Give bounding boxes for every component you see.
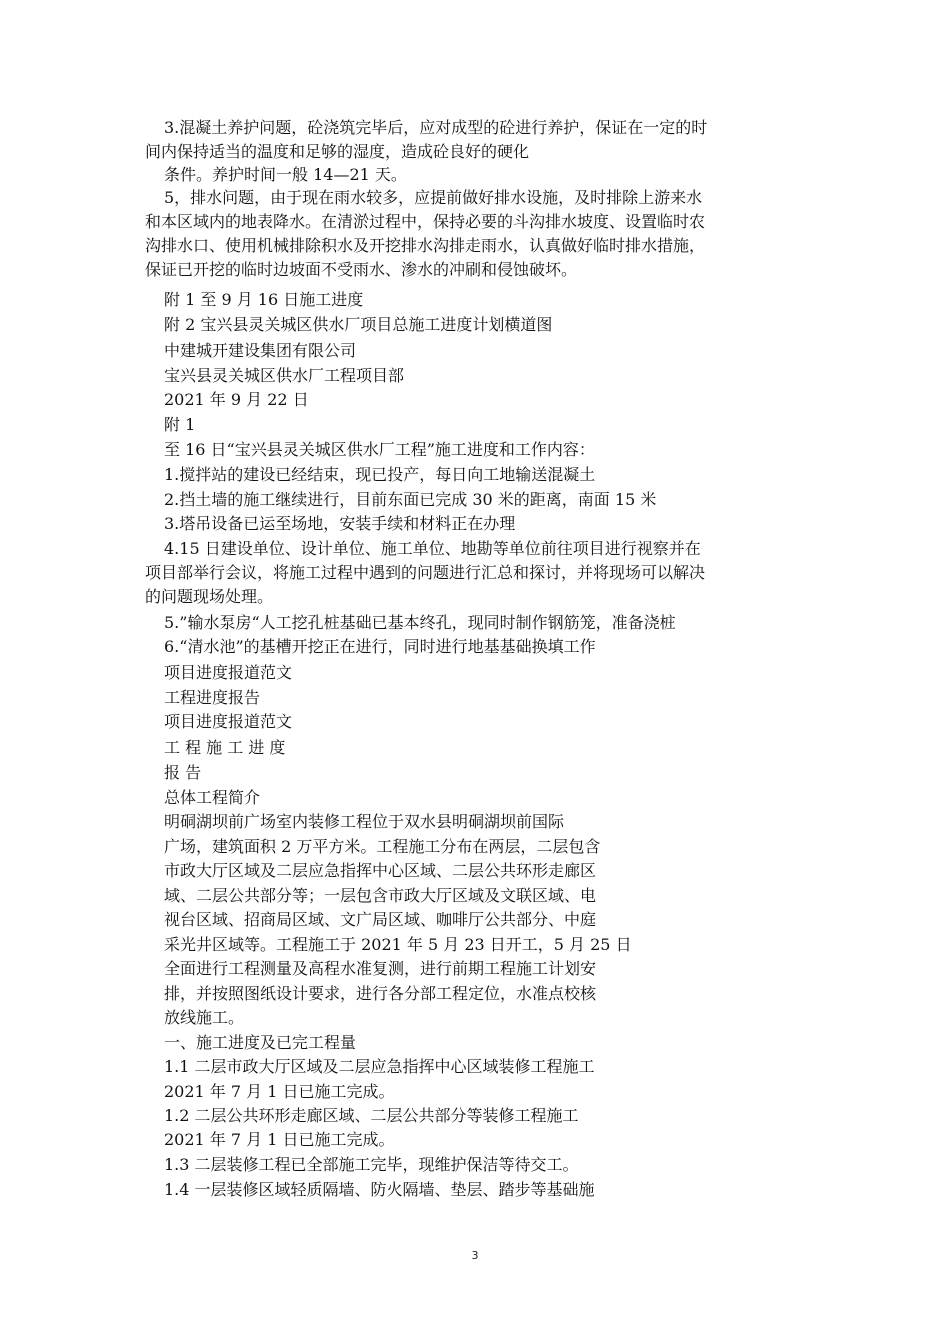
text-line: 报 告 xyxy=(164,763,202,782)
text-line: 视台区域、招商局区域、文广局区域、咖啡厅公共部分、中庭 xyxy=(164,910,597,929)
text-line: 5，排水问题，由于现在雨水较多，应提前做好排水设施，及时排除上游来水 xyxy=(164,188,703,207)
text-line: 工 程 施 工 进 度 xyxy=(164,738,286,757)
text-line: 工程进度报告 xyxy=(164,688,261,707)
text-line: 项目部举行会议，将施工过程中遇到的问题进行汇总和探讨，并将现场可以解决 xyxy=(145,563,706,582)
page-number: 3 xyxy=(471,1249,479,1262)
text-line: 1.4 一层装修区域轻质隔墙、防火隔墙、垫层、踏步等基础施 xyxy=(164,1180,595,1199)
text-line: 宝兴县灵关城区供水厂工程项目部 xyxy=(164,366,405,385)
text-line: 间内保持适当的温度和足够的湿度，造成砼良好的硬化 xyxy=(145,142,530,161)
text-line: 附 1 xyxy=(164,415,196,434)
text-line: 2021 年 7 月 1 日已施工完成。 xyxy=(164,1082,395,1101)
text-line: 广场，建筑面积 2 万平方米。工程施工分布在两层，二层包含 xyxy=(164,837,601,856)
text-line: 域、二层公共部分等；一层包含市政大厅区域及文联区域、电 xyxy=(164,886,597,905)
text-line: 6.“清水池”的基槽开挖正在进行，同时进行地基基础换填工作 xyxy=(164,637,596,656)
text-line: 一、施工进度及已完工程量 xyxy=(164,1033,357,1052)
text-line: 总体工程简介 xyxy=(164,788,261,807)
text-line: 沟排水口、使用机械排除积水及开挖排水沟排走雨水，认真做好临时排水措施， xyxy=(145,236,706,255)
text-line: 2021 年 7 月 1 日已施工完成。 xyxy=(164,1130,395,1149)
text-line: 条件。养护时间一般 14—21 天。 xyxy=(164,165,407,184)
text-line: 1.2 二层公共环形走廊区域、二层公共部分等装修工程施工 xyxy=(164,1106,579,1125)
text-line: 和本区域内的地表降水。在清淤过程中，保持必要的斗沟排水坡度、设置临时农 xyxy=(145,212,706,231)
text-line: 1.1 二层市政大厅区域及二层应急指挥中心区域装修工程施工 xyxy=(164,1057,595,1076)
text-line: 1.3 二层装修工程已全部施工完毕，现维护保洁等待交工。 xyxy=(164,1155,579,1174)
text-line: 中建城开建设集团有限公司 xyxy=(164,341,357,360)
text-line: 放线施工。 xyxy=(164,1008,245,1027)
text-line: 附 2 宝兴县灵关城区供水厂项目总施工进度计划横道图 xyxy=(164,315,553,334)
text-line: 3.塔吊设备已运至场地，安装手续和材料正在办理 xyxy=(164,514,516,533)
text-line: 4.15 日建设单位、设计单位、施工单位、地勘等单位前往项目进行视察并在 xyxy=(164,539,701,558)
text-line: 的问题现场处理。 xyxy=(145,587,274,606)
text-line: 项目进度报道范文 xyxy=(164,712,293,731)
text-line: 至 16 日“宝兴县灵关城区供水厂工程”施工进度和工作内容： xyxy=(164,440,595,459)
text-line: 3.混凝土养护问题，砼浇筑完毕后，应对成型的砼进行养护，保证在一定的时 xyxy=(164,118,708,137)
text-line: 附 1 至 9 月 16 日施工进度 xyxy=(164,290,364,309)
text-line: 2021 年 9 月 22 日 xyxy=(164,390,309,409)
text-line: 1.搅拌站的建设已经结束，现已投产，每日向工地输送混凝土 xyxy=(164,465,596,484)
text-line: 保证已开挖的临时边坡面不受雨水、渗水的冲刷和侵蚀破坏。 xyxy=(145,260,578,279)
text-line: 2.挡土墙的施工继续进行，目前东面已完成 30 米的距离，南面 15 米 xyxy=(164,490,657,509)
text-line: 排，并按照图纸设计要求，进行各分部工程定位，水准点校核 xyxy=(164,984,597,1003)
text-line: 5.”输水泵房“人工挖孔桩基础已基本终孔，现同时制作钢筋笼，准备浇桩 xyxy=(164,613,676,632)
text-line: 市政大厅区域及二层应急指挥中心区域、二层公共环形走廊区 xyxy=(164,861,597,880)
text-line: 明硐湖坝前广场室内装修工程位于双水县明硐湖坝前国际 xyxy=(164,812,565,831)
text-line: 采光井区域等。工程施工于 2021 年 5 月 23 日开工，5 月 25 日 xyxy=(164,935,632,954)
text-line: 项目进度报道范文 xyxy=(164,663,293,682)
text-line: 全面进行工程测量及高程水准复测，进行前期工程施工计划安 xyxy=(164,959,597,978)
